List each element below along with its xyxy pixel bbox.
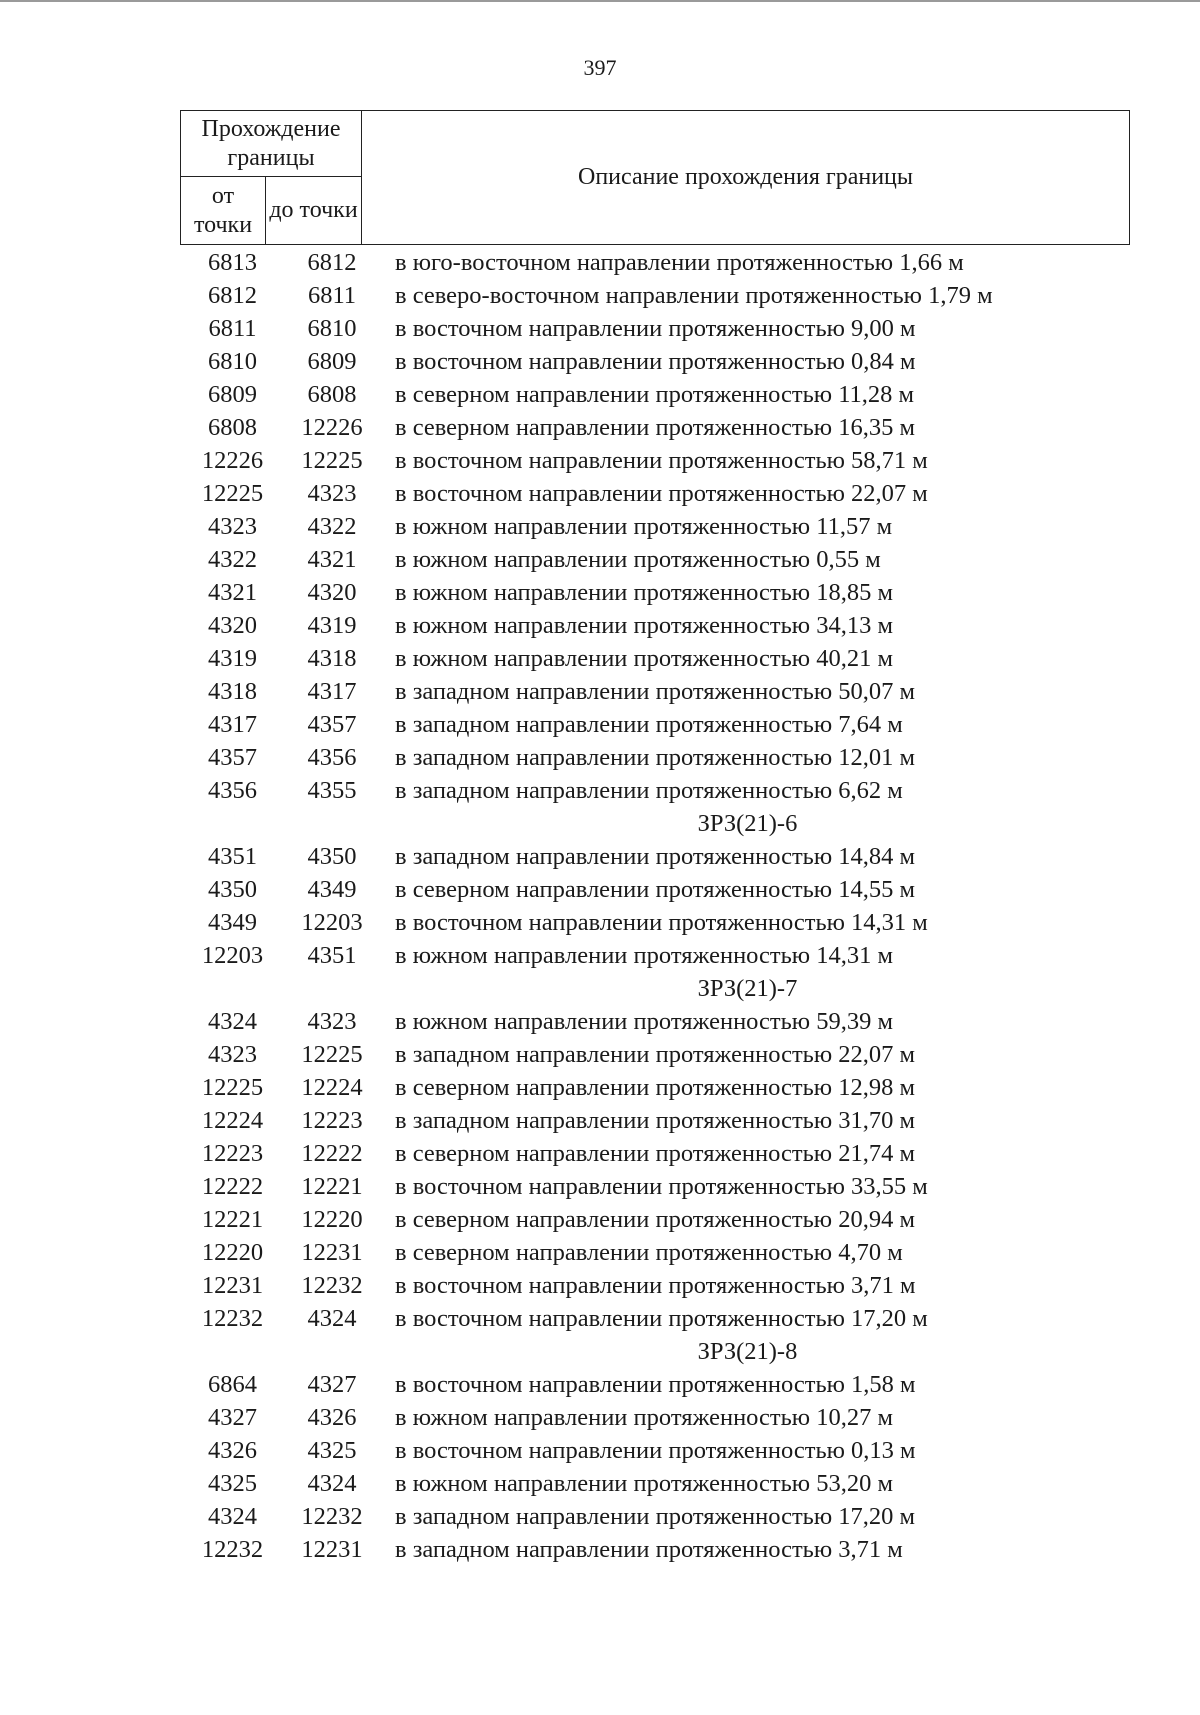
from-point-cell: 6813	[208, 249, 257, 276]
table-row	[180, 312, 1190, 345]
description-cell: в южном направлении протяженностью 18,85 м	[395, 579, 893, 606]
from-point-cell: 4325	[208, 1470, 257, 1497]
description-cell: в западном направлении протяженностью 22,07 м	[395, 1041, 916, 1068]
from-point-cell: 12223	[201, 1140, 264, 1167]
header-description: Описание прохождения границы	[362, 111, 1130, 245]
header-from-point: от точки	[181, 177, 266, 245]
to-point-cell: 4357	[307, 711, 357, 738]
section-title: ЗРЗ(21)-7	[697, 975, 798, 1002]
to-point-cell: 4351	[307, 942, 357, 969]
to-point-cell: 4349	[307, 876, 357, 903]
description-cell: в южном направлении протяженностью 40,21 м	[395, 645, 893, 672]
to-point-cell: 12225	[301, 1041, 363, 1068]
table-row	[180, 1203, 1190, 1236]
from-point-cell: 4318	[208, 678, 257, 705]
from-point-cell: 4326	[208, 1437, 257, 1464]
to-point-cell: 12232	[301, 1503, 363, 1530]
from-point-cell: 12220	[201, 1239, 264, 1266]
description-cell: в западном направлении протяженностью 3,71 м	[395, 1536, 903, 1563]
from-point-cell: 6809	[208, 381, 257, 408]
to-point-cell: 4317	[307, 678, 357, 705]
table-row	[180, 1434, 1190, 1467]
to-point-cell: 4321	[307, 546, 357, 573]
description-cell: в южном направлении протяженностью 0,55 м	[395, 546, 881, 573]
to-point-cell: 12220	[301, 1206, 363, 1233]
from-point-cell: 6808	[208, 414, 257, 441]
to-point-cell: 6808	[307, 381, 357, 408]
description-cell: в восточном направлении протяженностью 1,58 м	[395, 1371, 916, 1398]
from-point-cell: 4321	[208, 579, 257, 606]
to-point-cell: 4355	[307, 777, 357, 804]
table-row	[180, 378, 1190, 411]
table-row	[180, 1038, 1190, 1071]
table-row	[180, 1467, 1190, 1500]
table-row	[180, 246, 1190, 279]
page-number: 397	[583, 55, 617, 80]
from-point-cell: 4357	[208, 744, 257, 771]
to-point-cell: 4356	[307, 744, 357, 771]
table-row	[180, 873, 1190, 906]
to-point-cell: 12224	[301, 1074, 363, 1101]
from-point-cell: 4320	[208, 612, 257, 639]
from-point-cell: 12226	[201, 447, 264, 474]
to-point-cell: 6812	[307, 249, 357, 276]
description-cell: в западном направлении протяженностью 31,70 м	[395, 1107, 916, 1134]
to-point-cell: 12231	[301, 1239, 363, 1266]
description-cell: в восточном направлении протяженностью 0,13 м	[395, 1437, 916, 1464]
top-edge-line	[0, 0, 1200, 2]
to-point-cell: 4324	[307, 1470, 357, 1497]
table-row	[180, 1236, 1190, 1269]
description-cell: в восточном направлении протяженностью 14,31 м	[395, 909, 928, 936]
table-row	[180, 906, 1190, 939]
description-cell: в северном направлении протяженностью 16,35 м	[395, 414, 915, 441]
to-point-cell: 4323	[307, 480, 357, 507]
from-point-cell: 12232	[201, 1536, 264, 1563]
description-cell: в южном направлении протяженностью 59,39 м	[395, 1008, 893, 1035]
from-point-cell: 12225	[201, 1074, 264, 1101]
section-title: ЗРЗ(21)-8	[697, 1338, 798, 1365]
description-cell: в северном направлении протяженностью 11,28 м	[395, 381, 915, 408]
from-point-cell: 4319	[208, 645, 257, 672]
to-point-cell: 6809	[307, 348, 357, 375]
from-point-cell: 6810	[208, 348, 257, 375]
to-point-cell: 12225	[301, 447, 363, 474]
description-cell: в западном направлении протяженностью 50,07 м	[395, 678, 916, 705]
table-row	[180, 708, 1190, 741]
table-row	[180, 675, 1190, 708]
header-to-point: до точки	[266, 177, 362, 245]
to-point-cell: 4325	[307, 1437, 357, 1464]
description-cell: в западном направлении протяженностью 14,84 м	[395, 843, 916, 870]
description-cell: в южном направлении протяженностью 10,27 м	[395, 1404, 893, 1431]
description-cell: в восточном направлении протяженностью 58,71 м	[395, 447, 928, 474]
description-cell: в восточном направлении протяженностью 0,84 м	[395, 348, 916, 375]
from-point-cell: 6812	[208, 282, 257, 309]
from-point-cell: 4323	[208, 1041, 257, 1068]
to-point-cell: 4319	[307, 612, 357, 639]
table-row	[180, 939, 1190, 972]
from-point-cell: 4351	[208, 843, 257, 870]
table-row	[180, 1500, 1190, 1533]
table-row	[180, 444, 1190, 477]
to-point-cell: 4324	[307, 1305, 357, 1332]
to-point-cell: 4327	[307, 1371, 357, 1398]
table-row	[180, 609, 1190, 642]
from-point-cell: 4324	[208, 1503, 257, 1530]
table-row	[180, 1401, 1190, 1434]
table-row	[180, 279, 1190, 312]
to-point-cell: 4320	[307, 579, 357, 606]
table-row	[180, 1137, 1190, 1170]
table-header	[180, 110, 1130, 245]
table-row	[180, 510, 1190, 543]
description-cell: в северном направлении протяженностью 21,74 м	[395, 1140, 915, 1167]
description-cell: в северном направлении протяженностью 4,70 м	[395, 1239, 903, 1266]
table-row	[180, 576, 1190, 609]
to-point-cell: 12221	[301, 1173, 363, 1200]
from-point-cell: 4356	[208, 777, 257, 804]
description-cell: в восточном направлении протяженностью 22,07 м	[395, 480, 928, 507]
table-row	[180, 1368, 1190, 1401]
from-point-cell: 4349	[208, 909, 257, 936]
from-point-cell: 12224	[201, 1107, 264, 1134]
table-row	[180, 543, 1190, 576]
description-cell: в юго-восточном направлении протяженностью 1,66 м	[395, 249, 964, 276]
to-point-cell: 12222	[301, 1140, 363, 1167]
description-cell: в южном направлении протяженностью 11,57 м	[395, 513, 893, 540]
table-row	[180, 1269, 1190, 1302]
to-point-cell: 4322	[307, 513, 357, 540]
section-title: ЗРЗ(21)-6	[697, 810, 798, 837]
from-point-cell: 12221	[201, 1206, 264, 1233]
from-point-cell: 4322	[208, 546, 257, 573]
from-point-cell: 4327	[208, 1404, 257, 1431]
table-row	[180, 774, 1190, 807]
description-cell: в западном направлении протяженностью 7,64 м	[395, 711, 903, 738]
from-point-cell: 12222	[201, 1173, 264, 1200]
to-point-cell: 4326	[307, 1404, 357, 1431]
table-row	[180, 840, 1190, 873]
table-row	[180, 1005, 1190, 1038]
table-row	[180, 345, 1190, 378]
from-point-cell: 4324	[208, 1008, 257, 1035]
table-row	[180, 1533, 1190, 1566]
to-point-cell: 12203	[301, 909, 363, 936]
table-row	[180, 1104, 1190, 1137]
table-row	[180, 477, 1190, 510]
description-cell: в северном направлении протяженностью 20,94 м	[395, 1206, 915, 1233]
from-point-cell: 4323	[208, 513, 257, 540]
header-passage: Прохождение границы	[181, 111, 362, 177]
from-point-cell: 6864	[208, 1371, 257, 1398]
table-row	[180, 1071, 1190, 1104]
description-cell: в восточном направлении протяженностью 3,71 м	[395, 1272, 916, 1299]
description-cell: в южном направлении протяженностью 34,13 м	[395, 612, 893, 639]
to-point-cell: 6810	[307, 315, 357, 342]
from-point-cell: 4317	[208, 711, 257, 738]
from-point-cell: 12203	[201, 942, 264, 969]
table-row	[180, 741, 1190, 774]
description-cell: в западном направлении протяженностью 17,20 м	[395, 1503, 916, 1530]
to-point-cell: 4318	[307, 645, 357, 672]
to-point-cell: 6811	[307, 282, 357, 309]
table-row	[180, 642, 1190, 675]
description-cell: в восточном направлении протяженностью 33,55 м	[395, 1173, 928, 1200]
from-point-cell: 6811	[208, 315, 257, 342]
description-cell: в западном направлении протяженностью 6,62 м	[395, 777, 903, 804]
from-point-cell: 12225	[201, 480, 264, 507]
description-cell: в южном направлении протяженностью 14,31 м	[395, 942, 893, 969]
from-point-cell: 12231	[201, 1272, 264, 1299]
to-point-cell: 12231	[301, 1536, 363, 1563]
description-cell: в восточном направлении протяженностью 17,20 м	[395, 1305, 928, 1332]
table-row	[180, 411, 1190, 444]
table-body	[180, 246, 1190, 1566]
description-cell: в западном направлении протяженностью 12,01 м	[395, 744, 916, 771]
to-point-cell: 12223	[301, 1107, 363, 1134]
to-point-cell: 12232	[301, 1272, 363, 1299]
to-point-cell: 4323	[307, 1008, 357, 1035]
description-cell: в северном направлении протяженностью 14,55 м	[395, 876, 915, 903]
description-cell: в южном направлении протяженностью 53,20 м	[395, 1470, 893, 1497]
from-point-cell: 4350	[208, 876, 257, 903]
table-row	[180, 1170, 1190, 1203]
from-point-cell: 12232	[201, 1305, 264, 1332]
table-row	[180, 1302, 1190, 1335]
to-point-cell: 4350	[307, 843, 357, 870]
description-cell: в северном направлении протяженностью 12,98 м	[395, 1074, 915, 1101]
description-cell: в восточном направлении протяженностью 9,00 м	[395, 315, 916, 342]
to-point-cell: 12226	[301, 414, 363, 441]
description-cell: в северо-восточном направлении протяженностью 1,79 м	[395, 282, 993, 309]
